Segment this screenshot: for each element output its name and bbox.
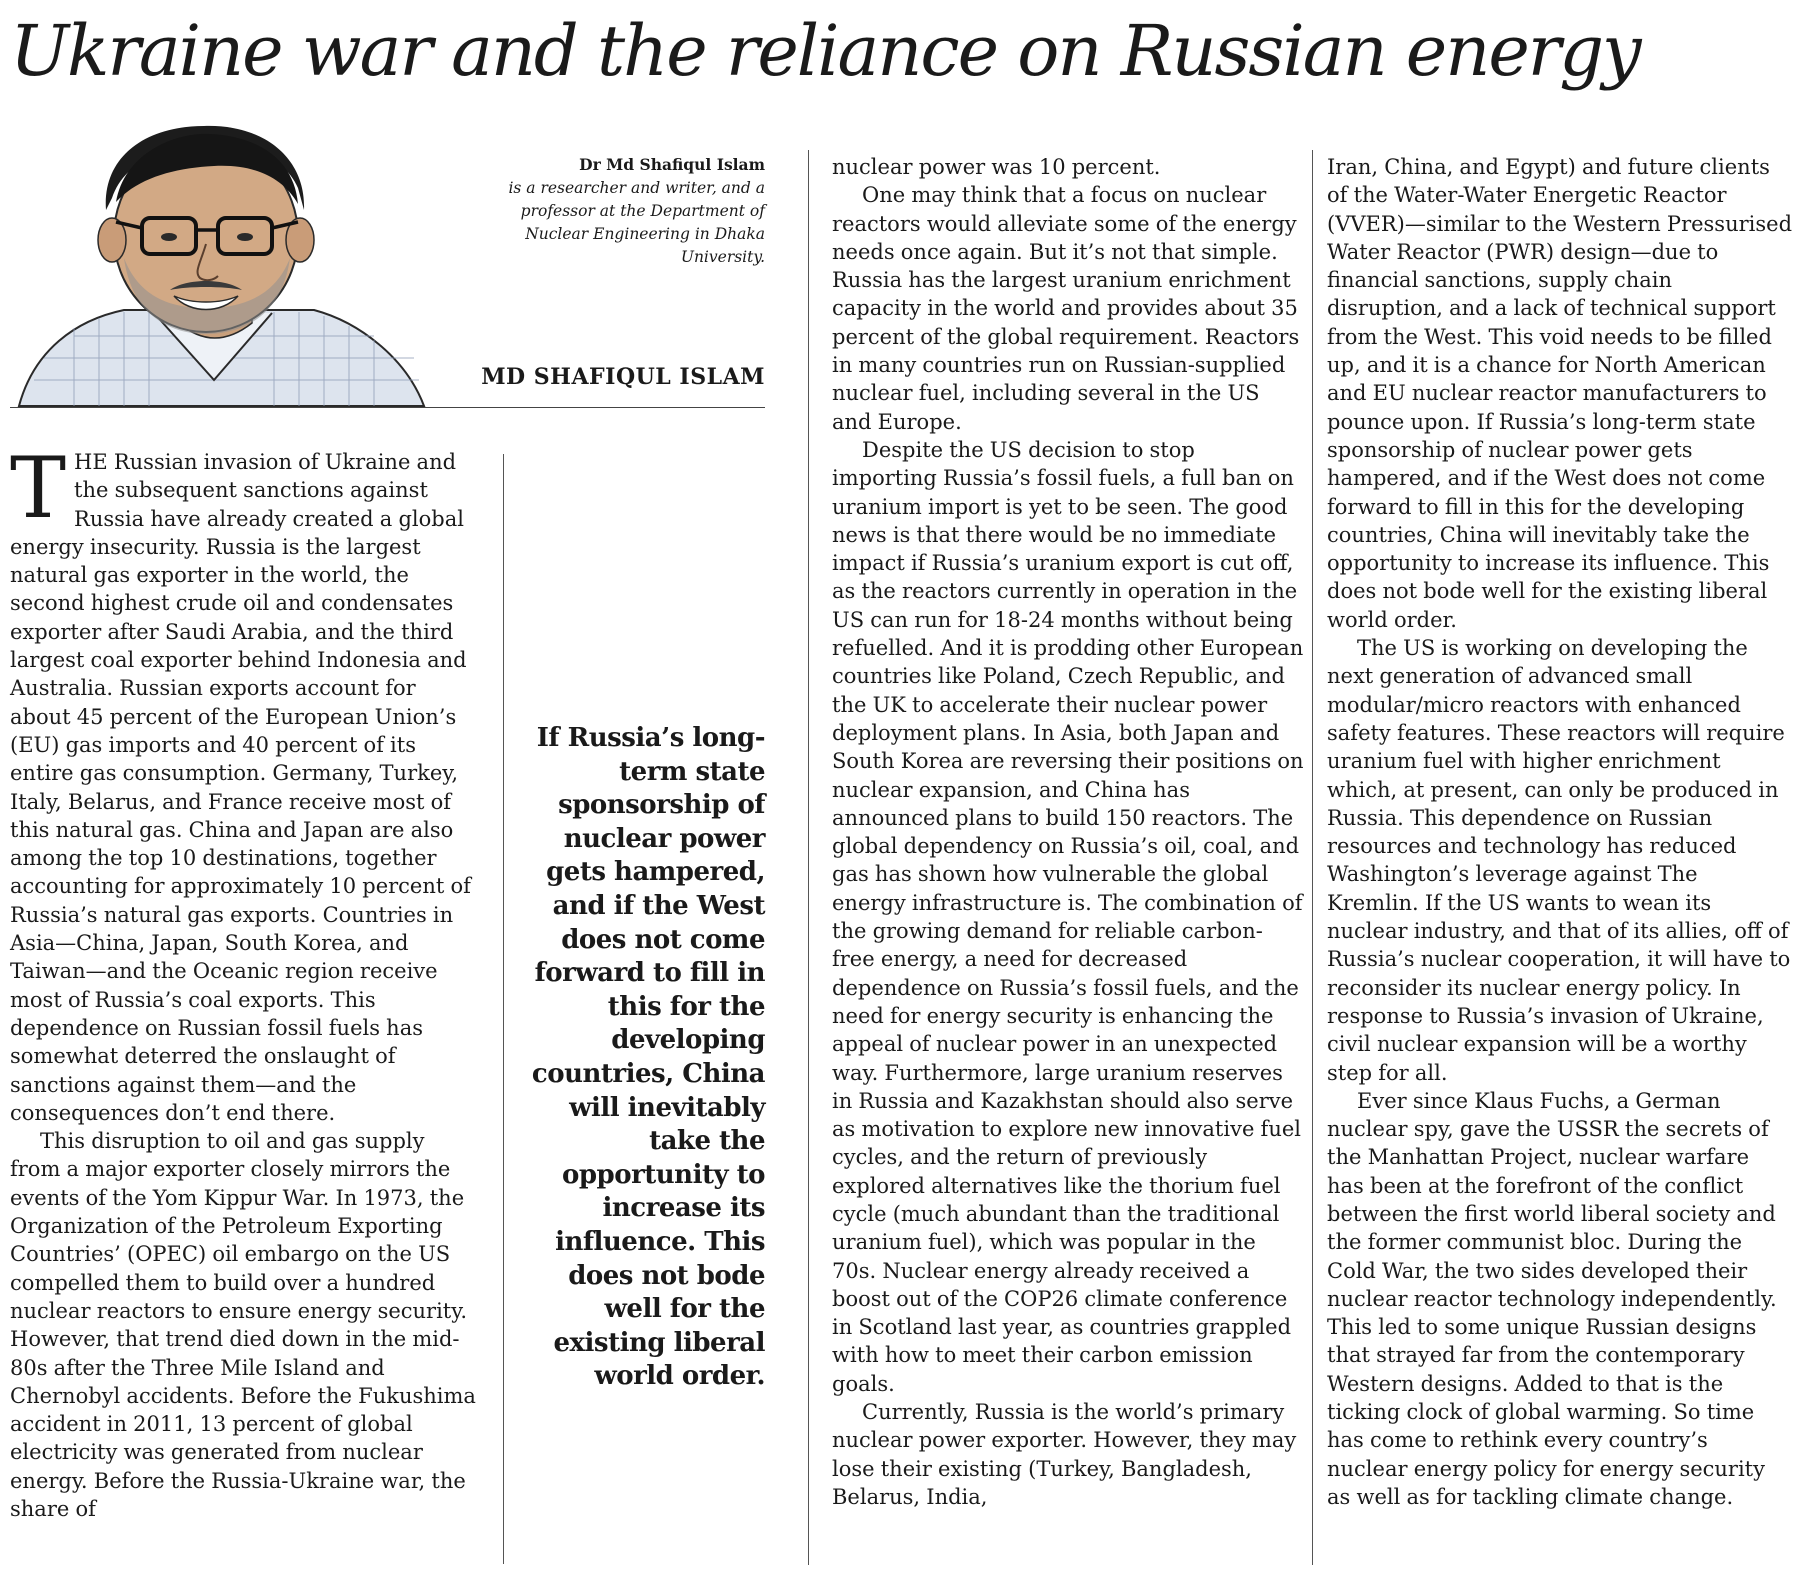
paragraph-text: HE Russian invasion of Ukraine and the subsequent sanctions against Russia have already created a global energy insecurity. Russia is the largest natural gas exporter in the world, the second highest crude oil and condensates exporter after Saudi Arabia, and the third largest coal exporter behind Indonesia and Australia. Russian exports account for about 45 percent of the European Union’s (EU) gas imports and 40 percent of its entire gas consumption. Germany, Turkey, Italy, Belarus, and France receive most of this natural gas. China and Japan are also among the top 10 destinations, together accounting for approximately 10 percent of Russia’s natural gas exports. Countries in Asia—China, Japan, South Korea, and Taiwan—and the Oceanic region receive most of Russia’s coal exports. This dependence on Russian fossil fuels has somewhat deterred the onslaught of sanctions against them—and the consequences don’t end there. <box>10 450 471 1125</box>
article-paragraph: Despite the US decision to stop importing Russia’s fossil fuels, a full ban on uranium import is yet to be seen. The good news is that there would be no immediate impact if Russia’s uranium export is cut off, as the reactors currently in operation in the US can run for 18-24 months without being refuelled. And it is prodding other European countries like Poland, Czech Republic, and the UK to accelerate their nuclear power deployment plans. In Asia, both Japan and South Korea are reversing their positions on nuclear expansion, and China has announced plans to build 150 reactors. The global dependency on Russia’s oil, coal, and gas has shown how vulnerable the global energy infrastructure is. The combination of the growing demand for reliable carbon-free energy, a need for decreased dependence on Russia’s fossil fuels, and the need for energy security is enhancing the appeal of nuclear power in an unexpected way. Furthermore, large uranium reserves in Russia and Kazakhstan should also serve as motivation to explore new innovative fuel cycles, and the return of previously explored alternatives like the thorium fuel cycle (much abundant than the traditional uranium fuel), which was popular in the 70s. Nuclear energy already received a boost out of the COP26 climate conference in Scotland last year, as countries grappled with how to meet their carbon emission goals. <box>832 437 1304 1396</box>
article-paragraph: Ever since Klaus Fuchs, a German nuclear spy, gave the USSR the secrets of the Manhattan Project, nuclear warfare has been at the forefront of the conflict between the first world liberal society and the former communist bloc. During the Cold War, the two sides developed their nuclear reactor technology independently. This led to some unique Russian designs that strayed far from the contemporary Western designs. Added to that is the ticking clock of global warming. So time has come to rethink every country’s nuclear energy policy for energy security as well as for tackling climate change. <box>1327 1088 1777 1509</box>
article-paragraph: nuclear power was 10 percent. <box>832 155 1161 179</box>
author-bio-text: is a researcher and writer, and a professor at the Department of Nuclear Engineering in Dhaka University. <box>508 178 765 266</box>
column-divider <box>808 150 809 1565</box>
byline-divider <box>10 407 765 408</box>
article-column-3 <box>1327 153 1792 1511</box>
drop-cap: T <box>10 439 67 537</box>
article-paragraph: The US is working on developing the next generation of advanced small modular/micro reactors with enhanced safety features. These reactors will require uranium fuel with higher enrichment which, at present, can only be produced in Russia. This dependence on Russian resources and technology has reduced Washington’s leverage against The Kremlin. If the US wants to wean its nuclear industry, and that of its allies, off of Russia’s nuclear cooperation, it will have to reconsider its nuclear energy policy. In response to Russia’s invasion of Ukraine, civil nuclear expansion will be a worthy step for all. <box>1327 636 1791 1085</box>
article-paragraph: One may think that a focus on nuclear reactors would alleviate some of the energy needs once again. But it’s not that simple. Russia has the largest uranium enrichment capacity in the world and provides about 35 percent of the global requirement. Reactors in many countries run on Russian-supplied nuclear fuel, including several in the US and Europe. <box>832 183 1300 434</box>
article-paragraph <box>10 439 478 1127</box>
author-byline: MD SHAFIQUL ISLAM <box>481 364 765 390</box>
article-column-1 <box>10 439 478 1523</box>
headline: Ukraine war and the reliance on Russian energy <box>10 10 1640 92</box>
article-column-2 <box>832 153 1304 1511</box>
article-paragraph: Currently, Russia is the world’s primary nuclear power exporter. However, they may lose their existing (Turkey, Bangladesh, Belarus, India, <box>832 1400 1297 1509</box>
author-bio-name: Dr Md Shafiqul Islam <box>579 155 765 174</box>
article-paragraph: Iran, China, and Egypt) and future clients of the Water-Water Energetic Reactor (VVER)—similar to the Western Pressurised Water Reactor (PWR) design—due to financial sanctions, supply chain disruption, and a lack of technical support from the West. This void needs to be filled up, and it is a chance for North American and EU nuclear reactor manufacturers to pounce upon. If Russia’s long-term state sponsorship of nuclear power gets hampered, and if the West does not come forward to fill in this for the developing countries, China will inevitably take the opportunity to increase its influence. This does not bode well for the existing liberal world order. <box>1327 155 1793 632</box>
author-portrait-icon <box>14 118 484 408</box>
pull-quote: If Russia’s long-term state sponsorship of nuclear power gets hampered, and if the West does not come forward to fill in this for the developing countries, China will inevitably take the opportunity to increase its influence. This does not bode well for the existing liberal world order. <box>531 723 765 1392</box>
author-bio <box>470 154 765 269</box>
pull-quote-divider <box>503 454 504 1564</box>
column-divider <box>1312 150 1313 1565</box>
article-paragraph: This disruption to oil and gas supply from a major exporter closely mirrors the events of the Yom Kippur War. In 1973, the Organization of the Petroleum Exporting Countries’ (OPEC) oil embargo on the US compelled them to build over a hundred nuclear reactors to ensure energy security. However, that trend died down in the mid-80s after the Three Mile Island and Chernobyl accidents. Before the Fukushima accident in 2011, 13 percent of global electricity was generated from nuclear energy. Before the Russia-Ukraine war, the share of <box>10 1129 476 1521</box>
